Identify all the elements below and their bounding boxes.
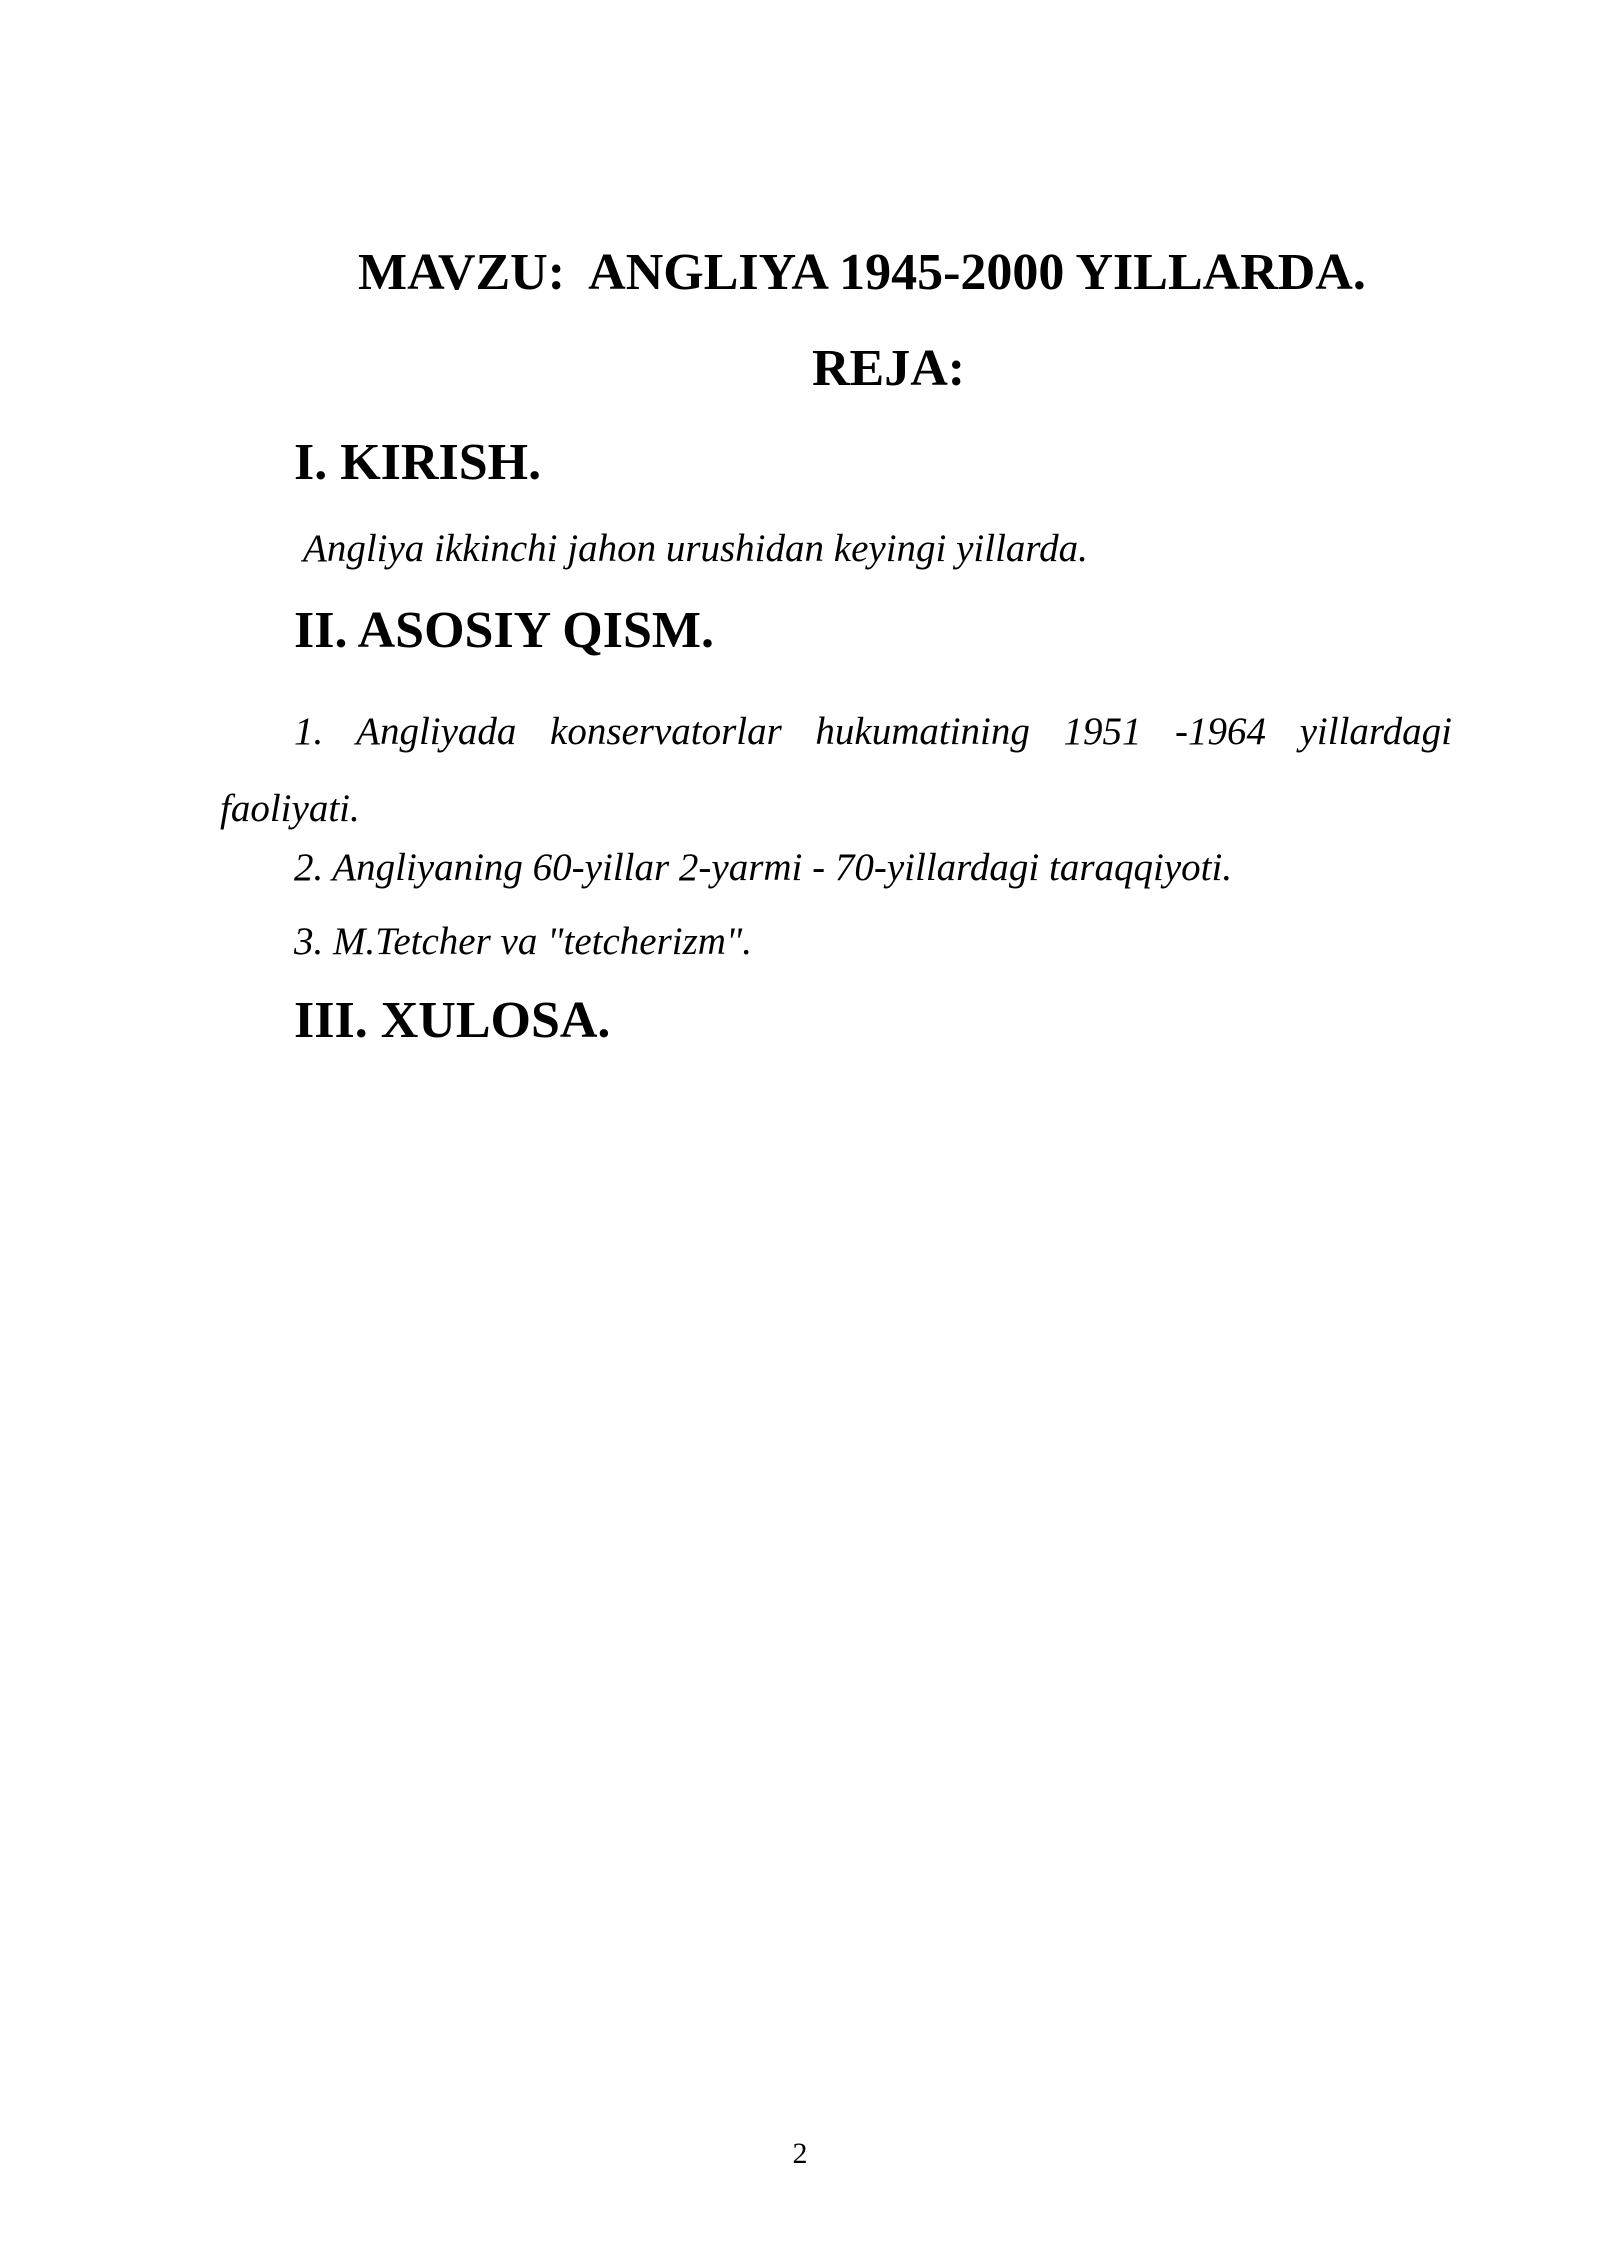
section-heading-main-part: II. ASOSIY QISM. [294, 602, 714, 659]
document-title: MAVZU: ANGLIYA 1945-2000 YILLARDA. [358, 244, 1366, 301]
main-part-item-3: 3. M.Tetcher va "tetcherizm". [294, 920, 753, 963]
section-heading-introduction: I. KIRISH. [294, 434, 542, 491]
page-number: 2 [792, 2137, 808, 2170]
section-heading-conclusion: III. XULOSA. [294, 992, 611, 1049]
introduction-item: Angliya ikkinchi jahon urushidan keyingi yillarda. [303, 527, 1088, 570]
plan-heading: REJA: [812, 340, 966, 397]
main-part-item-1: 1. Angliyada konservatorlar hukumatining 1951 -1964 yillardagi faoliyati. [220, 710, 1452, 830]
main-part-item-2: 2. Angliyaning 60-yillar 2-yarmi - 70-yillardagi taraqqiyoti. [294, 846, 1233, 889]
